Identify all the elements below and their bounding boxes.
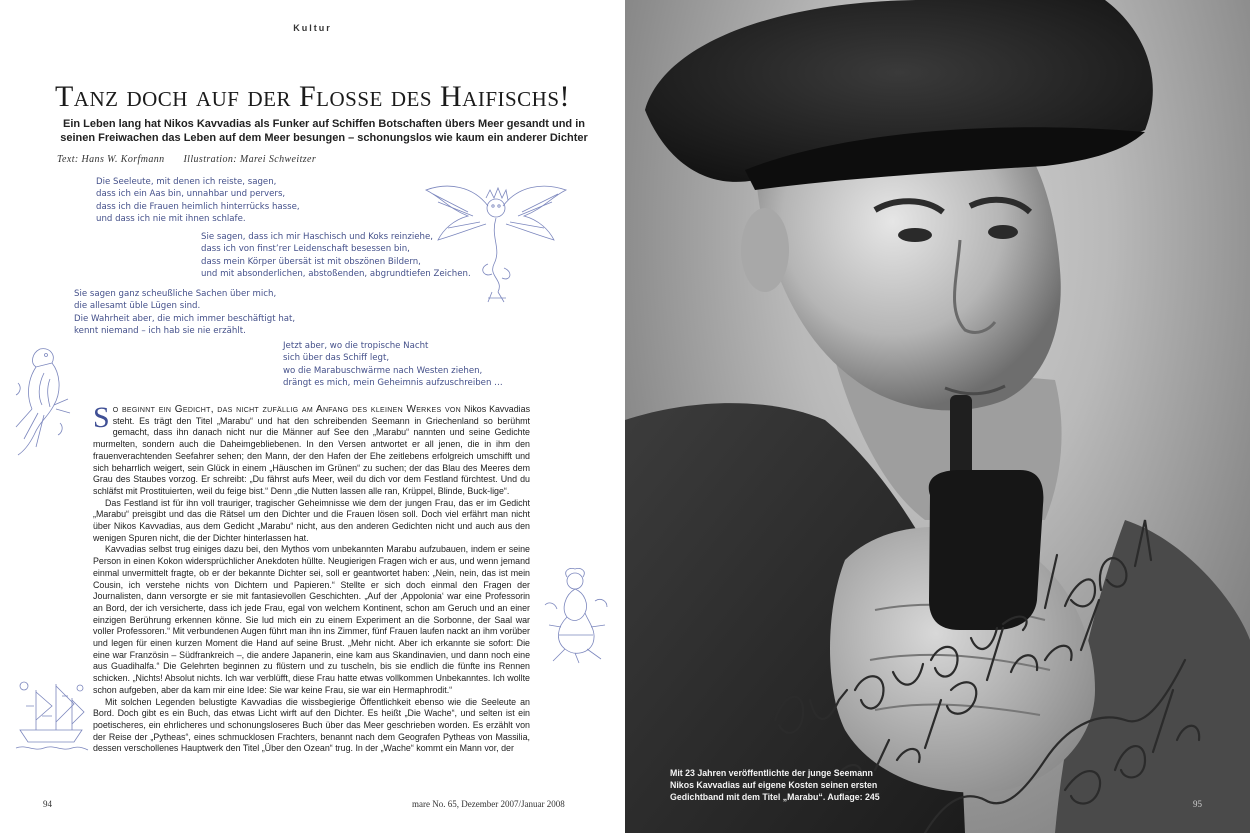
author-credit: Text: Hans W. Korfmann bbox=[57, 154, 165, 165]
page-number-right: 95 bbox=[1193, 799, 1202, 809]
poem-line: dass ich ein Aas bin, unnahbar und pervers, bbox=[96, 189, 286, 200]
poem-line: dass ich von finst’rer Leidenschaft besessen bin, bbox=[201, 244, 410, 255]
article-body bbox=[93, 401, 531, 755]
bird-sketch-icon bbox=[10, 343, 72, 458]
article-lead: o beginnt ein Gedicht, das nicht zufällig am Anfang des kleinen Werkes von bbox=[112, 404, 462, 415]
poem-line: dass mein Körper übersät ist mit obszönen Bildern, bbox=[201, 256, 421, 267]
poem-line: drängt es mich, mein Geheimnis aufzuschreiben … bbox=[283, 378, 503, 389]
caption-line: Gedichtband mit dem Titel „Marabu“. Auflage: 245 bbox=[670, 792, 880, 802]
photo-caption bbox=[670, 767, 900, 803]
poem-stanza-3 bbox=[74, 288, 295, 338]
headline: Tanz doch auf der Flosse des Haifischs! bbox=[54, 80, 571, 113]
caption-line: Nikos Kavvadias auf eigene Kosten seinen ersten bbox=[670, 780, 878, 790]
illustration-credit: Illustration: Marei Schweitzer bbox=[183, 154, 317, 165]
poem-line: Sie sagen ganz scheußliche Sachen über mich, bbox=[74, 289, 277, 299]
section-label: Kultur bbox=[293, 23, 332, 33]
poem-line: die allesamt üble Lügen sind. bbox=[74, 301, 201, 312]
poem-line: wo die Marabuschwärme nach Westen ziehen, bbox=[283, 365, 483, 376]
drop-cap: S bbox=[93, 401, 110, 434]
magazine-info: mare No. 65, Dezember 2007/Januar 2008 bbox=[412, 799, 565, 809]
portrait-photo bbox=[625, 0, 1250, 833]
mermaid-sketch-icon bbox=[535, 565, 617, 665]
article-paragraph: Mit solchen Legenden belustigte Kavvadias die wissbegierige Öffentlichkeit ebenso wie die Seeleute an Bord. Doch gibt es ein Buch, das etwas Licht wirft auf den Dichter. Es heißt „Die Wache“, und selten ist ein poetischeres, ein ehrlicheres und schonungsloseres Buch über das Meer geschrieben worden. Es erzählt von der Reise der „Pytheas“, eines schmucklosen Frachters, benannt nach dem Geografen Pytheas von Massilia, dessen verschollenes Hauptwerk den Titel „Über den Ozean“ trug. In der „Wache“ kommt ein Mann vor, der bbox=[93, 696, 530, 754]
article-paragraph bbox=[93, 401, 531, 498]
subheadline-line: Ein Leben lang hat Nikos Kavvadias als Funker auf Schiffen Botschaften übers Meer gesandt und in bbox=[62, 118, 585, 130]
article-text: Nikos Kavvadias steht. Es trägt den Titel „Marabu“ und hat den schreibenden Seemann in Griechenland so berühmt gemacht, dass ihn danach nicht nur die Männer auf See den „Marabu“ nannten und seine Gedichte murmelten, sondern auch die Daheimgebliebenen. In den Versen antwortet er all jenen, die in ihm den frauenverachtenden Seefahrer sehen; den Mann, der den Hafen der Ehe zeitlebens erfolgreich umschifft und sich beharrlich weigert, sein Glück in einem „Häuschen im Grünen“ zu suchen; der das Blau des Meeres dem Grau des Staubes vorzog. Er schreibt: „Du fährst aufs Meer, weil du dich vor dem Festland fürchtest. Und du schläfst mit Prostituierten, weil du feige bist.“ Denn „die Nutten lassen alle ran, Krüppel, Blinde, Buck-lige“. bbox=[93, 404, 531, 496]
poem-line: Sie sagen, dass ich mir Haschisch und Koks reinziehe, bbox=[201, 232, 433, 242]
poem-line: und dass ich nie mit ihnen schlafe. bbox=[96, 214, 246, 225]
angel-sketch-icon bbox=[418, 168, 573, 308]
page-number-left: 94 bbox=[43, 799, 52, 809]
poem-stanza-1 bbox=[96, 176, 300, 226]
poem-stanza-4 bbox=[283, 340, 503, 390]
credits bbox=[57, 154, 332, 165]
poem-line: dass ich die Frauen heimlich hinterrücks hasse, bbox=[96, 201, 300, 212]
ship-sketch-icon bbox=[12, 676, 90, 756]
subheadline-line: seinen Freiwachen das Leben auf dem Meer besungen – schonungslos wie kaum ein anderer Dichter bbox=[60, 132, 588, 144]
right-page-photo bbox=[625, 0, 1250, 833]
poem-line: Die Wahrheit aber, die mich immer beschäftigt hat, bbox=[74, 313, 296, 324]
caption-line: Mit 23 Jahren veröffentlichte der junge Seemann bbox=[670, 768, 873, 778]
poem-line: Jetzt aber, wo die tropische Nacht bbox=[283, 341, 429, 351]
article-paragraph: Das Festland ist für ihn voll trauriger, tragischer Geheimnisse wie dem der jungen Frau, das er im Gedicht „Marabu“ preisgibt und das die Rätsel um den Dichter und die Frauen lösen soll. Doch viel erfährt man nicht über Nikos Kavvadias, aus dem Gedicht „Marabu“ nicht, aus den anderen Gedichten nicht und auch aus den wenigen Spuren nicht, die der Dichter hinterlassen hat. bbox=[93, 497, 530, 543]
poem-line: und mit absonderlichen, abstoßenden, abgrundtiefen Zeichen. bbox=[201, 269, 471, 280]
poem-line: sich über das Schiff legt, bbox=[283, 353, 390, 364]
subheadline bbox=[50, 117, 598, 145]
poem-line: Die Seeleute, mit denen ich reiste, sagen, bbox=[96, 177, 277, 187]
article-paragraph: Kavvadias selbst trug einiges dazu bei, den Mythos vom unbekannten Marabu aufzubauen, indem er seine Person in einen Kokon widersprüchlicher Anekdoten hüllte. Neugierigen Fragen wich er aus, und wenn jemand einmal unvermittelt fragte, ob er der bekannte Dichter sei, soll er geantwortet haben: „Nein, nein, das ist mein Cousin, ich verstehe nichts von Dichtern und Papieren.“ Stellte er sich doch einmal den Fragen der Journalisten, dann versorgte er sie mit fantasievollen Geschichten. „Auf der ‚Appolonia‘ war eine Professorin an Bord, der ich versicherte, dass ich jede Frau, egal von welchem Kontinent, schon am Geruch und an einer einzigen Berührung erkennen könne. Sie lud mich ein zu einem Experiment an die Sorbonne, der Saal war voller Professoren.“ Mit verbundenen Augen führt man ihn ins Zimmer, fünf Frauen laufen nackt an ihm vorüber und legen für einen kurzen Moment die Hand auf seine Brust. „Mehr nicht. Aber ich erkannte sie sofort: Die eine war Französin – Südfrankreich –, die andere Japanerin, eine kam aus Skandinavien, und dann noch eine aus Guadihalfa.“ Die Gelehrten beginnen zu flüstern und zu tuscheln, bis sie endlich die fünfte ins Rennen schicken. „Nichts! Absolut nichts. Ich war verblüfft, diese Frau hatte etwas vollkommen Unbekanntes. Ich wollte schon aufgeben, aber da kam mir eine Idee: Sie war keine Frau, sie war ein Hermaphrodit.“ bbox=[93, 544, 530, 695]
poem-line: kennt niemand – ich hab sie nie erzählt. bbox=[74, 326, 246, 337]
